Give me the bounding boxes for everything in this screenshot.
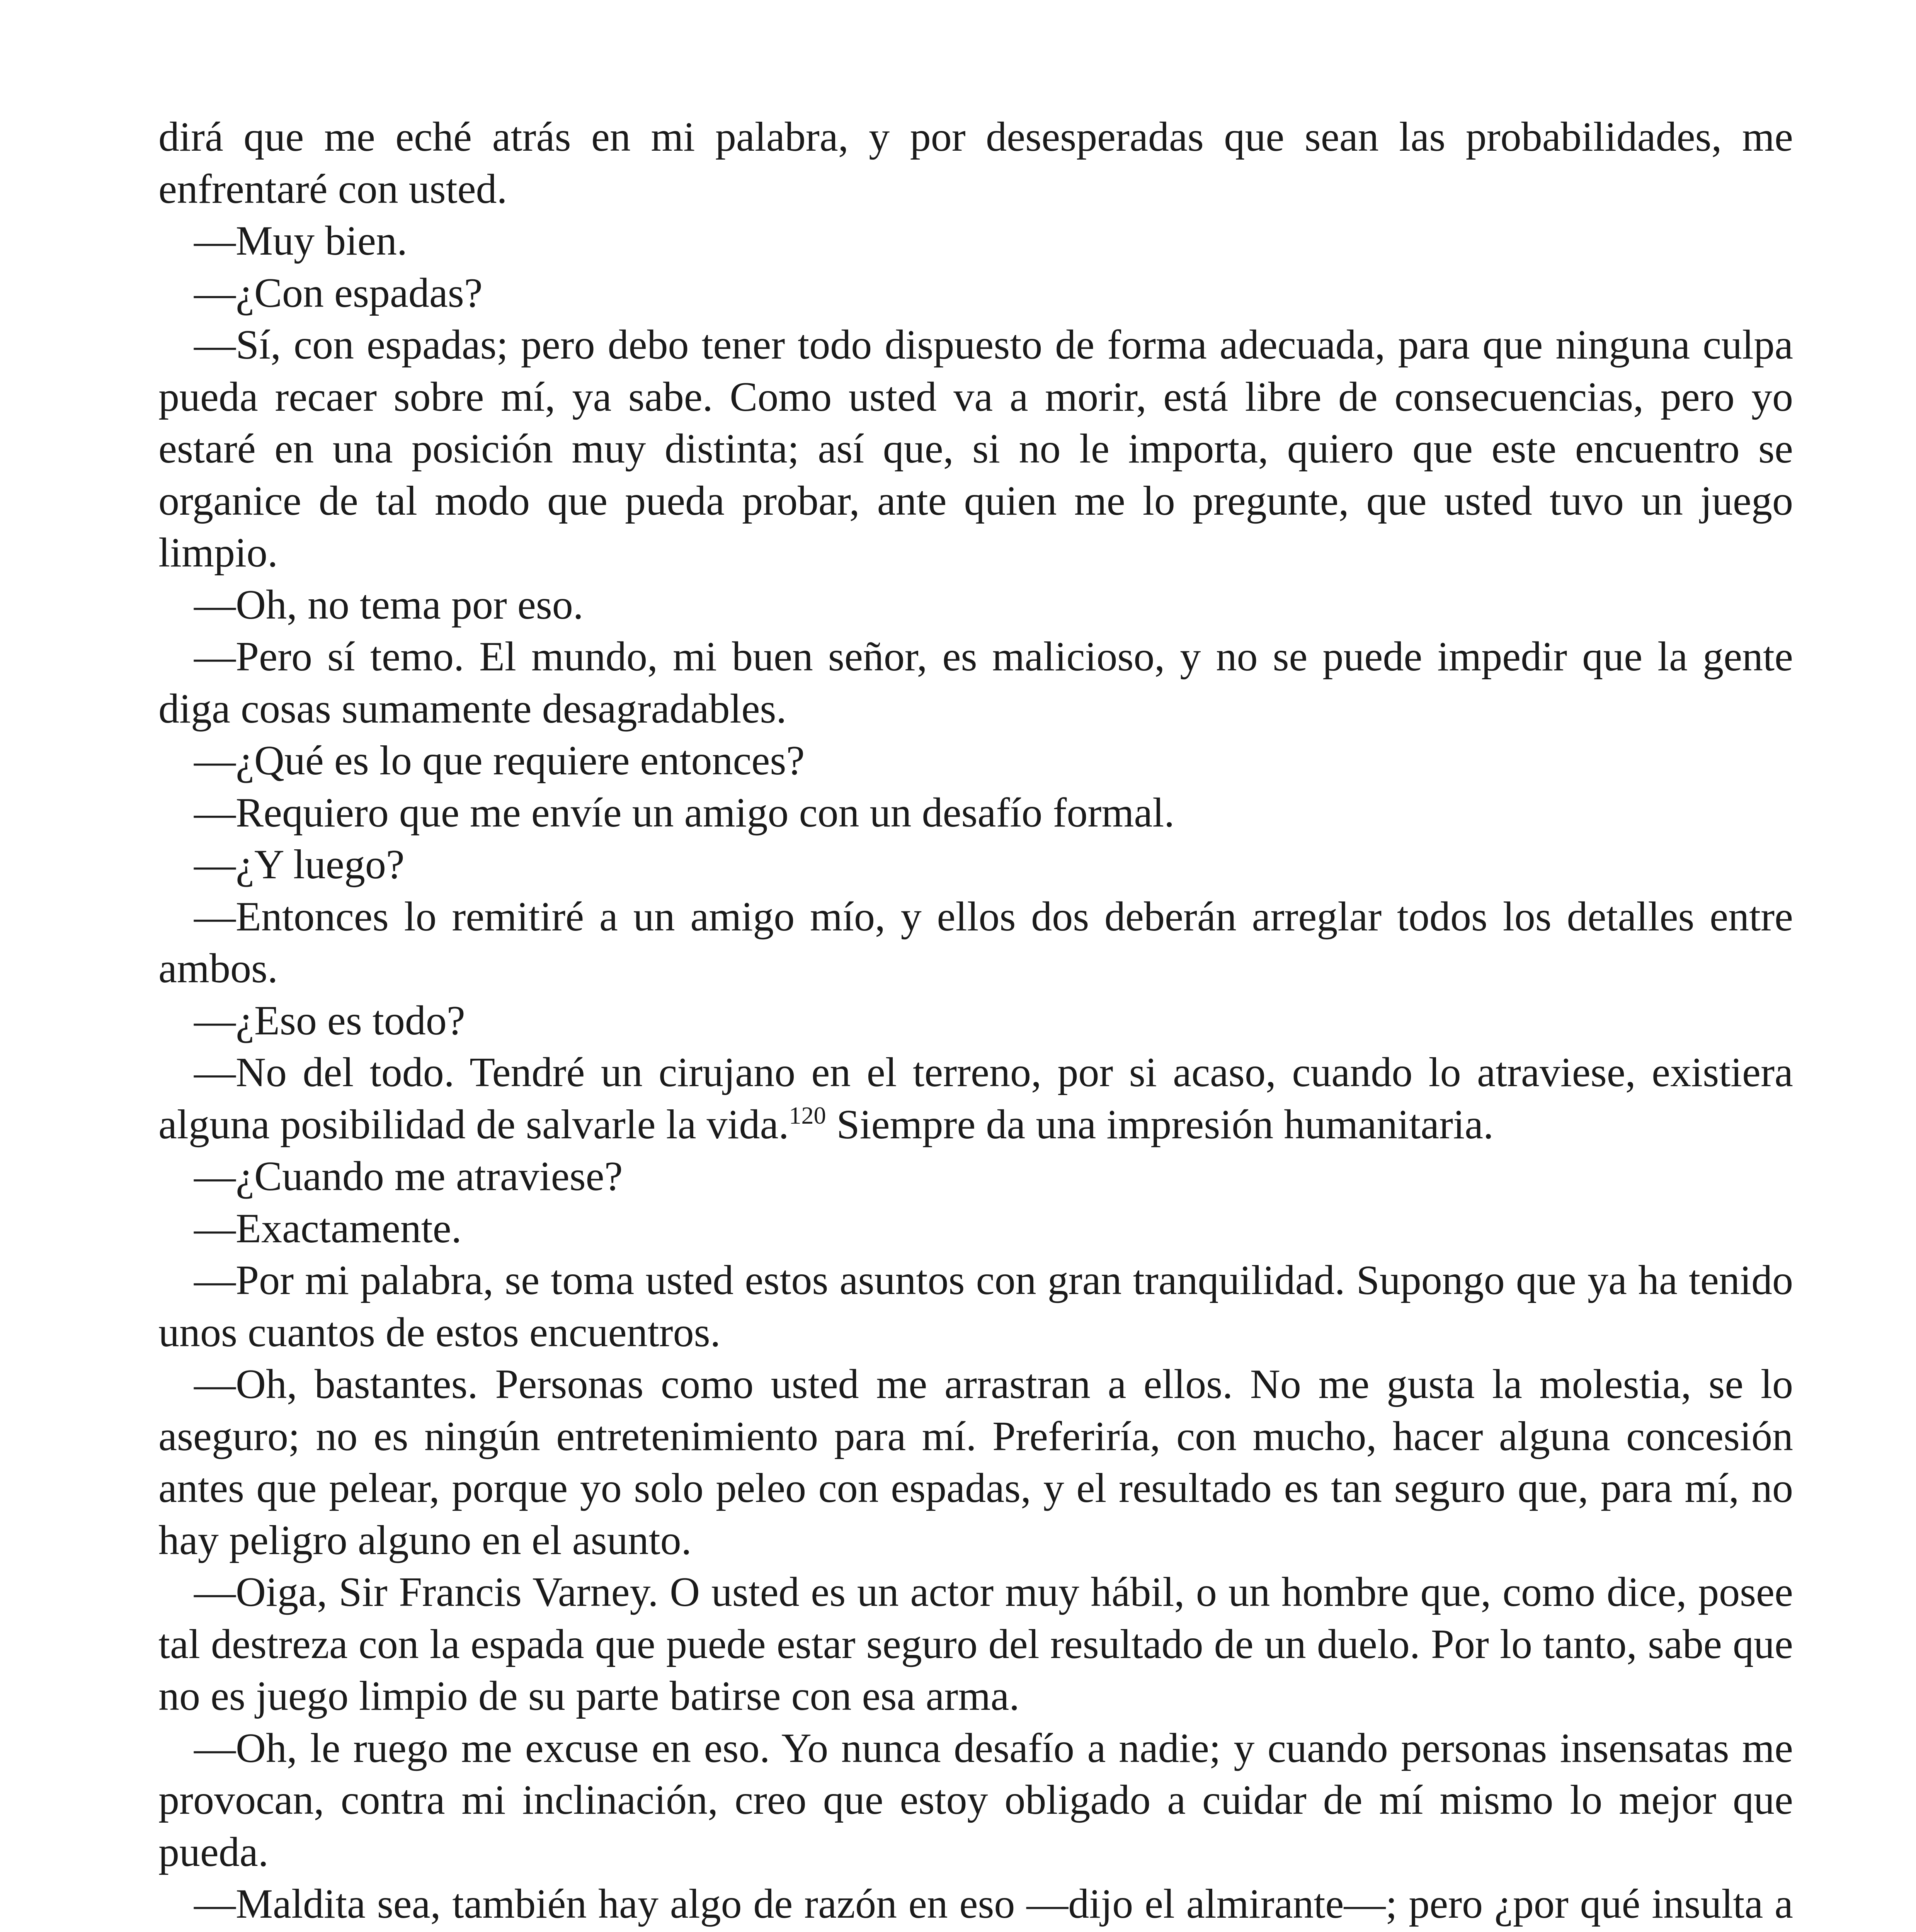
paragraph xyxy=(158,1878,1793,1932)
paragraph-text: —¿Cuando me atraviese? xyxy=(194,1153,623,1199)
paragraph xyxy=(158,995,1793,1047)
paragraph-text: —Oh, no tema por eso. xyxy=(194,582,584,628)
paragraph-text: —Requiero que me envíe un amigo con un desafío formal. xyxy=(194,789,1175,836)
paragraph-text: —Sí, con espadas; pero debo tener todo dispuesto de forma adecuada, para que ninguna culpa pueda recaer sobre mí, ya sabe. Como usted va a morir, está libre de consecuencias, pero yo estaré en una posición muy distinta; así que, si no le importa, quiero que este encuentro se organice de tal modo que pueda probar, ante quien me lo pregunte, que usted tuvo un juego limpio. xyxy=(158,322,1793,576)
paragraph xyxy=(158,735,1793,787)
paragraph-text-continued: Siempre da una impresión humanitaria. xyxy=(826,1101,1494,1148)
paragraph-text: —¿Con espadas? xyxy=(194,270,483,316)
paragraph-text: —Oh, bastantes. Personas como usted me arrastran a ellos. No me gusta la molestia, se lo aseguro; no es ningún entretenimiento para mí. Preferiría, con mucho, hacer alguna concesión antes que pelear, porque yo solo peleo con espadas, y el resultado es tan seguro que, para mí, no hay peligro alguno en el asunto. xyxy=(158,1361,1793,1563)
paragraph xyxy=(158,1047,1793,1151)
paragraph xyxy=(158,787,1793,839)
body-text xyxy=(158,111,1793,1932)
paragraph xyxy=(158,1255,1793,1359)
paragraph xyxy=(158,891,1793,995)
paragraph xyxy=(158,267,1793,320)
paragraph xyxy=(158,579,1793,631)
paragraph-text: —Oiga, Sir Francis Varney. O usted es un actor muy hábil, o un hombre que, como dice, posee tal destreza con la espada que puede estar seguro del resultado de un duelo. Por lo tanto, sabe que no es juego limpio de su parte batirse con esa arma. xyxy=(158,1569,1793,1719)
paragraph xyxy=(158,111,1793,215)
paragraph-text: —Muy bien. xyxy=(194,218,407,264)
paragraph-text: —No del todo. Tendré un cirujano en el terreno, por si acaso, cuando lo atraviese, existiera alguna posibilidad de salvarle la vida. xyxy=(158,1049,1793,1148)
paragraph xyxy=(158,1723,1793,1879)
paragraph-text: —Por mi palabra, se toma usted estos asuntos con gran tranquilidad. Supongo que ya ha tenido unos cuantos de estos encuentros. xyxy=(158,1257,1793,1355)
paragraph-text: —Maldita sea, también hay algo de razón en eso —dijo el almirante—; pero ¿por qué insulta a xyxy=(194,1881,1793,1927)
paragraph-text: —¿Qué es lo que requiere entonces? xyxy=(194,738,805,784)
paragraph-text: —¿Eso es todo? xyxy=(194,997,465,1044)
paragraph-text: —Oh, le ruego me excuse en eso. Yo nunca desafío a nadie; y cuando personas insensatas me provocan, contra mi inclinación, creo que estoy obligado a cuidar de mí mismo lo mejor que pueda. xyxy=(158,1725,1793,1875)
paragraph xyxy=(158,1203,1793,1255)
paragraph xyxy=(158,319,1793,579)
paragraph-text: —Pero sí temo. El mundo, mi buen señor, es malicioso, y no se puede impedir que la gente diga cosas sumamente desagradables. xyxy=(158,634,1793,732)
paragraph xyxy=(158,1151,1793,1203)
paragraph-text: dirá que me eché atrás en mi palabra, y por desesperadas que sean las probabilidades, me enfrentaré con usted. xyxy=(158,114,1793,212)
paragraph-text: —Entonces lo remitiré a un amigo mío, y ellos dos deberán arreglar todos los detalles entre ambos. xyxy=(158,893,1793,992)
paragraph-text: —¿Y luego? xyxy=(194,842,405,888)
paragraph xyxy=(158,215,1793,267)
paragraph-text: —Exactamente. xyxy=(194,1205,462,1252)
paragraph xyxy=(158,1566,1793,1723)
paragraph xyxy=(158,631,1793,735)
footnote-reference: 120 xyxy=(789,1101,826,1129)
paragraph xyxy=(158,1359,1793,1566)
paragraph xyxy=(158,839,1793,891)
